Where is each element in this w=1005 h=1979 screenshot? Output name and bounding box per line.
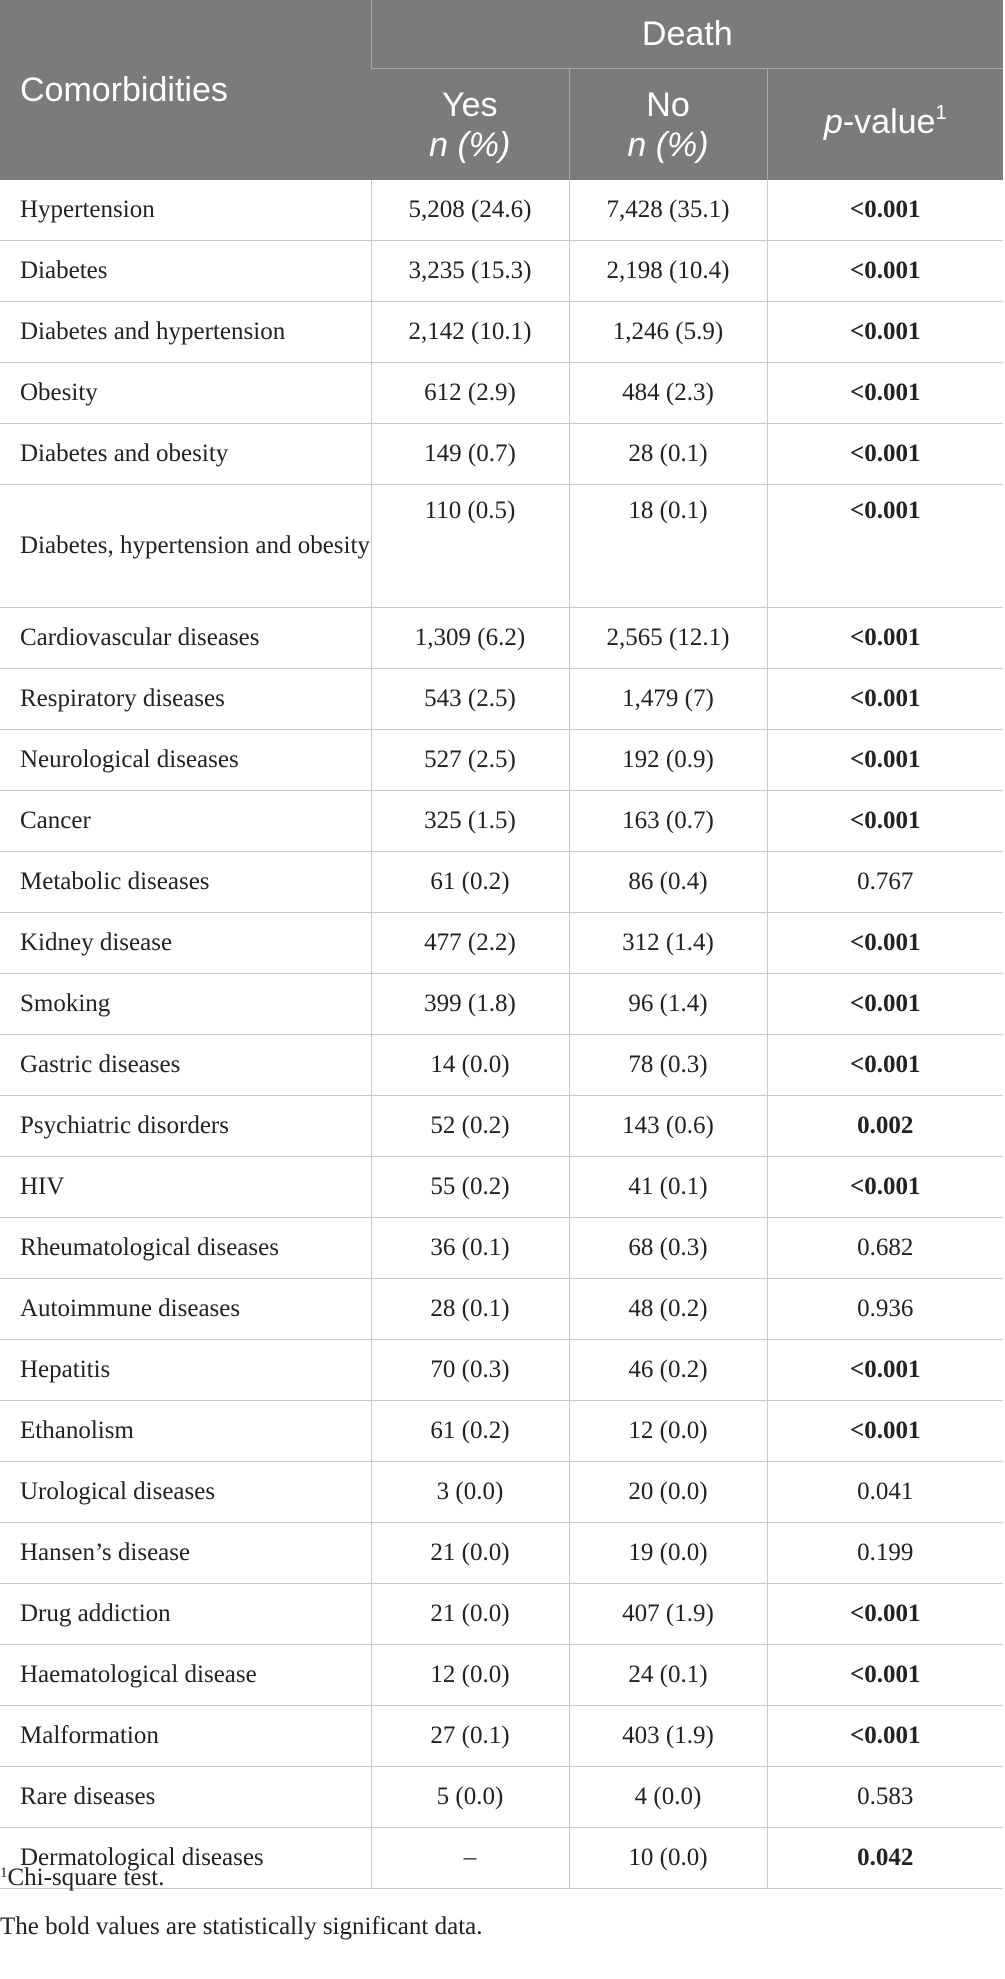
death-yes-value: – [371, 1828, 569, 1889]
death-yes-value: 3,235 (15.3) [371, 241, 569, 302]
death-yes-value: 612 (2.9) [371, 363, 569, 424]
death-no-value: 163 (0.7) [569, 791, 767, 852]
p-value: <0.001 [767, 180, 1003, 241]
p-value: <0.001 [767, 1340, 1003, 1401]
death-no-value: 46 (0.2) [569, 1340, 767, 1401]
table-row [0, 1706, 1003, 1767]
header-no-label: No [646, 85, 690, 124]
death-no-value: 48 (0.2) [569, 1279, 767, 1340]
comorbidity-name: Haematological disease [0, 1645, 371, 1706]
p-value: <0.001 [767, 669, 1003, 730]
comorbidity-name: Kidney disease [0, 913, 371, 974]
table-row [0, 1401, 1003, 1462]
death-no-value: 192 (0.9) [569, 730, 767, 791]
comorbidity-name: Autoimmune diseases [0, 1279, 371, 1340]
header-pvalue-label: -value [842, 103, 936, 141]
p-value: <0.001 [767, 1157, 1003, 1218]
death-no-value: 403 (1.9) [569, 1706, 767, 1767]
comorbidity-name: Drug addiction [0, 1584, 371, 1645]
table-row [0, 363, 1003, 424]
death-no-value: 86 (0.4) [569, 852, 767, 913]
p-value: <0.001 [767, 1645, 1003, 1706]
header-death: Death [371, 0, 1003, 69]
death-yes-value: 61 (0.2) [371, 1401, 569, 1462]
table-row [0, 241, 1003, 302]
p-value: <0.001 [767, 608, 1003, 669]
death-yes-value: 3 (0.0) [371, 1462, 569, 1523]
death-yes-value: 21 (0.0) [371, 1584, 569, 1645]
p-value: 0.583 [767, 1767, 1003, 1828]
death-no-value: 96 (1.4) [569, 974, 767, 1035]
p-value: <0.001 [767, 1706, 1003, 1767]
death-no-value: 4 (0.0) [569, 1767, 767, 1828]
table-row [0, 1523, 1003, 1584]
table-row [0, 1218, 1003, 1279]
comorbidity-name: Dermatological diseases [0, 1828, 371, 1889]
comorbidity-name: Cancer [0, 791, 371, 852]
header-comorbidities: Comorbidities [0, 0, 371, 180]
death-yes-value: 149 (0.7) [371, 424, 569, 485]
table-row [0, 1340, 1003, 1401]
header-pvalue-sup: 1 [935, 102, 947, 124]
death-no-value: 10 (0.0) [569, 1828, 767, 1889]
death-no-value: 1,246 (5.9) [569, 302, 767, 363]
table-row [0, 669, 1003, 730]
table-row [0, 180, 1003, 241]
death-yes-value: 325 (1.5) [371, 791, 569, 852]
table-row [0, 1462, 1003, 1523]
death-yes-value: 61 (0.2) [371, 852, 569, 913]
footnote-chi-square [0, 1855, 482, 1904]
footnote-chi-square-text: Chi-square test. [7, 1864, 165, 1891]
table-row [0, 913, 1003, 974]
table-row [0, 302, 1003, 363]
p-value: 0.199 [767, 1523, 1003, 1584]
header-no [569, 69, 767, 181]
death-yes-value: 27 (0.1) [371, 1706, 569, 1767]
comorbidity-name: Diabetes, hypertension and obesity [0, 485, 371, 608]
comorbidity-name: Metabolic diseases [0, 852, 371, 913]
death-yes-value: 36 (0.1) [371, 1218, 569, 1279]
table-row [0, 1157, 1003, 1218]
p-value: <0.001 [767, 424, 1003, 485]
comorbidity-name: Psychiatric disorders [0, 1096, 371, 1157]
comorbidity-name: Hansen’s disease [0, 1523, 371, 1584]
comorbidity-name: Diabetes and obesity [0, 424, 371, 485]
comorbidity-name: HIV [0, 1157, 371, 1218]
death-yes-value: 12 (0.0) [371, 1645, 569, 1706]
table-row [0, 424, 1003, 485]
table-row [0, 1767, 1003, 1828]
comorbidity-name: Ethanolism [0, 1401, 371, 1462]
death-no-value: 41 (0.1) [569, 1157, 767, 1218]
p-value: 0.041 [767, 1462, 1003, 1523]
table-row [0, 1035, 1003, 1096]
comorbidity-name: Obesity [0, 363, 371, 424]
death-no-value: 68 (0.3) [569, 1218, 767, 1279]
comorbidity-name: Neurological diseases [0, 730, 371, 791]
death-no-value: 2,565 (12.1) [569, 608, 767, 669]
comorbidity-name: Gastric diseases [0, 1035, 371, 1096]
death-yes-value: 28 (0.1) [371, 1279, 569, 1340]
header-no-unit: n (%) [627, 125, 709, 164]
death-no-value: 1,479 (7) [569, 669, 767, 730]
comorbidity-name: Diabetes and hypertension [0, 302, 371, 363]
p-value: <0.001 [767, 485, 1003, 608]
death-yes-value: 399 (1.8) [371, 974, 569, 1035]
death-no-value: 143 (0.6) [569, 1096, 767, 1157]
death-no-value: 24 (0.1) [569, 1645, 767, 1706]
table-row [0, 1279, 1003, 1340]
comorbidity-name: Respiratory diseases [0, 669, 371, 730]
death-yes-value: 2,142 (10.1) [371, 302, 569, 363]
comorbidity-name: Malformation [0, 1706, 371, 1767]
p-value: <0.001 [767, 1584, 1003, 1645]
p-value: <0.001 [767, 974, 1003, 1035]
comorbidity-name: Hypertension [0, 180, 371, 241]
death-yes-value: 1,309 (6.2) [371, 608, 569, 669]
table-body [0, 180, 1003, 1889]
death-yes-value: 110 (0.5) [371, 485, 569, 608]
p-value: <0.001 [767, 1035, 1003, 1096]
p-value: <0.001 [767, 363, 1003, 424]
table-row [0, 485, 1003, 608]
comorbidity-name: Diabetes [0, 241, 371, 302]
table-row [0, 730, 1003, 791]
death-yes-value: 21 (0.0) [371, 1523, 569, 1584]
comorbidity-name: Hepatitis [0, 1340, 371, 1401]
p-value: <0.001 [767, 302, 1003, 363]
p-value: 0.767 [767, 852, 1003, 913]
comorbidity-name: Smoking [0, 974, 371, 1035]
footnote-sup: 1 [0, 1865, 8, 1881]
death-no-value: 18 (0.1) [569, 485, 767, 608]
death-yes-value: 55 (0.2) [371, 1157, 569, 1218]
header-pvalue [767, 69, 1003, 181]
p-value: <0.001 [767, 1401, 1003, 1462]
death-no-value: 484 (2.3) [569, 363, 767, 424]
table-footnotes [0, 1855, 482, 1949]
comorbidity-name: Rare diseases [0, 1767, 371, 1828]
death-yes-value: 5,208 (24.6) [371, 180, 569, 241]
header-yes-label: Yes [442, 85, 498, 124]
death-no-value: 312 (1.4) [569, 913, 767, 974]
death-yes-value: 52 (0.2) [371, 1096, 569, 1157]
death-yes-value: 14 (0.0) [371, 1035, 569, 1096]
comorbidity-name: Rheumatological diseases [0, 1218, 371, 1279]
footnote-bold-values: The bold values are statistically significant data. [0, 1913, 483, 1940]
death-yes-value: 527 (2.5) [371, 730, 569, 791]
p-value: <0.001 [767, 241, 1003, 302]
table-row [0, 1584, 1003, 1645]
death-no-value: 19 (0.0) [569, 1523, 767, 1584]
table-row [0, 974, 1003, 1035]
table-row [0, 608, 1003, 669]
table-row [0, 1645, 1003, 1706]
death-yes-value: 543 (2.5) [371, 669, 569, 730]
comorbidity-name: Cardiovascular diseases [0, 608, 371, 669]
p-value: <0.001 [767, 730, 1003, 791]
p-value: 0.002 [767, 1096, 1003, 1157]
table-row [0, 791, 1003, 852]
death-yes-value: 70 (0.3) [371, 1340, 569, 1401]
header-yes [371, 69, 569, 181]
death-no-value: 7,428 (35.1) [569, 180, 767, 241]
death-no-value: 28 (0.1) [569, 424, 767, 485]
p-value: 0.682 [767, 1218, 1003, 1279]
comorbidity-name: Urological diseases [0, 1462, 371, 1523]
header-yes-unit: n (%) [429, 125, 511, 164]
death-no-value: 407 (1.9) [569, 1584, 767, 1645]
p-value: 0.936 [767, 1279, 1003, 1340]
death-no-value: 12 (0.0) [569, 1401, 767, 1462]
death-yes-value: 5 (0.0) [371, 1767, 569, 1828]
p-value: <0.001 [767, 913, 1003, 974]
header-pvalue-p: p [823, 103, 843, 141]
table-header [0, 0, 1003, 180]
table-row [0, 1096, 1003, 1157]
table-row [0, 852, 1003, 913]
death-no-value: 2,198 (10.4) [569, 241, 767, 302]
death-no-value: 20 (0.0) [569, 1462, 767, 1523]
death-yes-value: 477 (2.2) [371, 913, 569, 974]
p-value: <0.001 [767, 791, 1003, 852]
p-value: 0.042 [767, 1828, 1003, 1889]
death-no-value: 78 (0.3) [569, 1035, 767, 1096]
